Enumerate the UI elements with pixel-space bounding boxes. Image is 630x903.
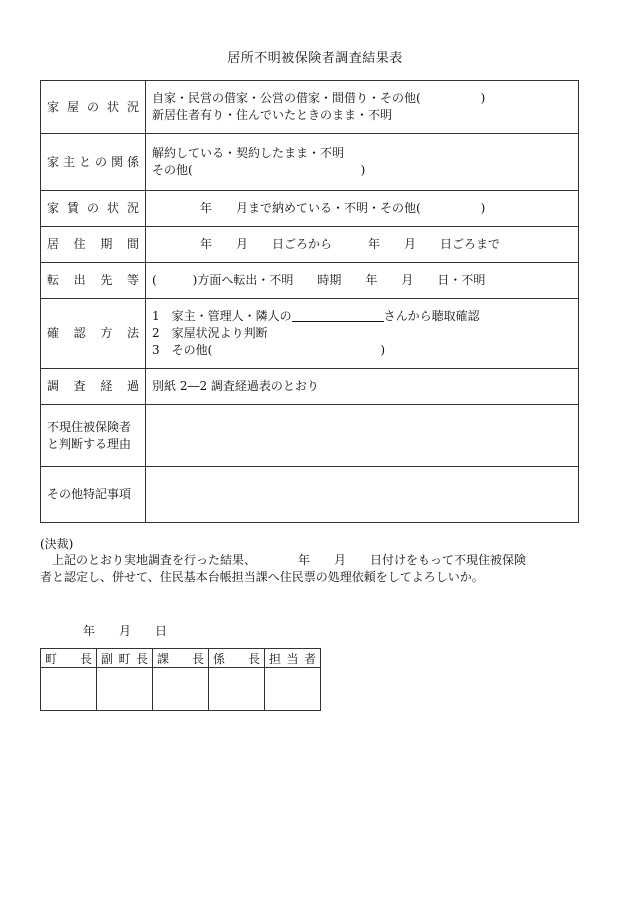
name-blank-underline <box>292 308 384 322</box>
stamp-header-subsection-chief: 係長 <box>213 651 260 666</box>
approval-heading: (決裁) <box>40 537 74 551</box>
document-title: 居所不明被保険者調査結果表 <box>227 51 403 66</box>
row-label-rent: 家賃の状況 <box>47 201 139 215</box>
table-row <box>41 191 579 227</box>
row-label-progress: 調査経過 <box>47 379 139 393</box>
stamp-header-deputy-mayor: 副町長 <box>101 651 148 666</box>
landlord-line-2: その他( ) <box>152 163 366 177</box>
reason-field <box>146 405 579 467</box>
landlord-line-1: 解約している・契約したまま・不明 <box>152 146 345 160</box>
confirmation-line-2: 2 家屋状況より判断 <box>152 326 268 340</box>
row-label-reason-1: 不現住被保険者 <box>47 419 132 434</box>
progress-line-1: 別紙 2―2 調査経過表のとおり <box>152 379 319 393</box>
survey-result-table <box>40 80 579 523</box>
stamp-header-officer: 担当者 <box>269 651 316 666</box>
approval-date: 年 月 日 <box>83 624 168 638</box>
table-row <box>41 81 579 134</box>
table-row <box>41 467 579 523</box>
approval-body <box>40 552 595 586</box>
rent-line-1: 年 月まで納めている・不明・その他( ) <box>152 201 486 215</box>
row-label-housing: 家屋の状況 <box>47 99 139 114</box>
confirmation-line-3: 3 その他( ) <box>152 343 385 357</box>
stamp-box-row <box>41 668 321 711</box>
row-label-residence-period: 居住期間 <box>47 237 139 251</box>
table-row <box>41 263 579 299</box>
confirmation-line-1: 1 家主・管理人・隣人の さんから聴取確認 <box>152 309 480 323</box>
approval-stamp-table <box>40 648 321 711</box>
stamp-box-subsection-chief <box>209 668 265 711</box>
approval-body-line-2: 者と認定し、併せて、住民基本台帳担当課へ住民票の処理依頼をしてよろしいか。 <box>40 570 484 584</box>
stamp-box-section-chief <box>153 668 209 711</box>
remarks-field <box>146 467 579 523</box>
table-row <box>41 227 579 263</box>
table-row <box>41 369 579 405</box>
table-row <box>41 405 579 467</box>
row-label-reason-2: と判断する理由 <box>47 436 132 451</box>
approval-body-line-1: 上記のとおり実地調査を行った結果、 年 月 日付けをもって不現住被保険 <box>40 553 527 567</box>
stamp-header-row <box>41 649 321 668</box>
row-label-destination: 転出先等 <box>47 273 139 287</box>
residence-period-line-1: 年 月 日ごろから 年 月 日ごろまで <box>152 237 501 251</box>
stamp-box-mayor <box>41 668 97 711</box>
stamp-header-section-chief: 課長 <box>157 651 204 666</box>
table-row <box>41 299 579 369</box>
housing-line-2: 新居住者有り・住んでいたときのまま・不明 <box>152 108 393 122</box>
row-label-landlord: 家主との関係 <box>47 154 139 169</box>
housing-line-1: 自家・民営の借家・公営の借家・間借り・その他( ) <box>152 91 486 105</box>
destination-line-1: ( )方面へ転出・不明 時期 年 月 日・不明 <box>152 273 486 287</box>
stamp-header-mayor: 町長 <box>45 651 92 666</box>
stamp-box-deputy-mayor <box>97 668 153 711</box>
stamp-box-officer <box>265 668 321 711</box>
row-label-remarks: その他特記事項 <box>47 487 132 501</box>
table-row <box>41 134 579 191</box>
row-label-confirmation: 確認方法 <box>47 326 139 340</box>
